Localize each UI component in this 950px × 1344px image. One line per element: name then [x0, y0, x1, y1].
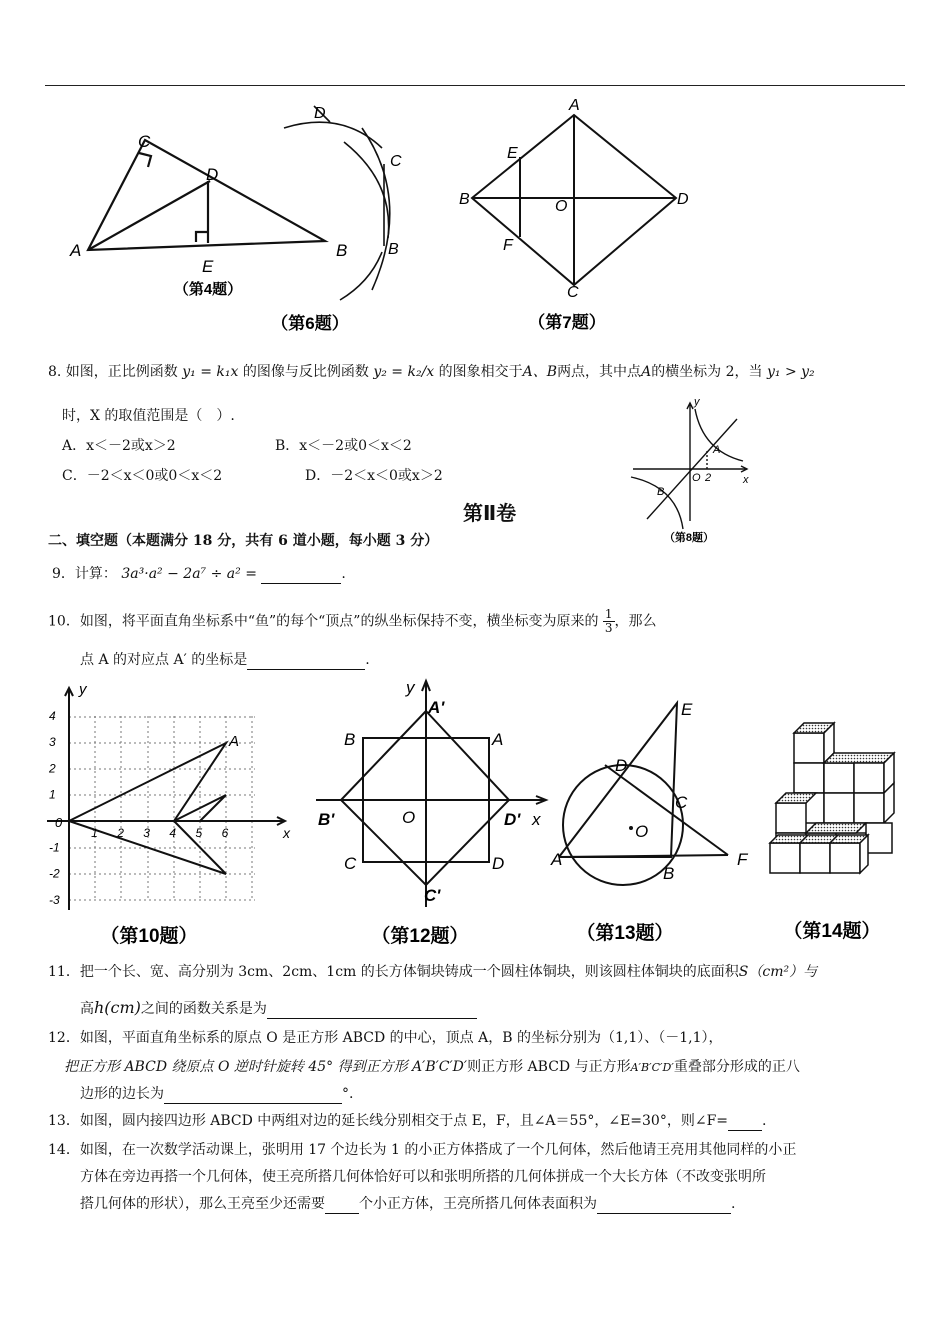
fig13-label-o: O	[635, 822, 649, 841]
fig7-label-b: B	[459, 191, 470, 208]
fig13-label-c: C	[675, 793, 688, 812]
fig10-xtick-label: 6	[221, 826, 229, 840]
q14-line3	[80, 1194, 735, 1214]
top-rule	[45, 85, 905, 86]
caption-q14: （第14题）	[783, 921, 881, 942]
fig12-label-c-prime: C'	[424, 886, 441, 905]
fig7-label-f: F	[503, 237, 513, 254]
q10-end: .	[365, 652, 370, 668]
fig13-label-b: B	[663, 864, 675, 883]
q8-condition: y₁ > y₂	[767, 364, 815, 380]
caption-q10: （第10题）	[100, 926, 198, 947]
q14-text: 搭几何体的形状），那么王亮至少还需要	[80, 1196, 325, 1212]
q10-line2	[80, 650, 370, 670]
figure-q10	[45, 680, 305, 950]
fig10-ytick-label: -2	[49, 866, 60, 881]
figure-q13	[545, 695, 755, 950]
fig10-label-a: A	[229, 733, 240, 750]
q12-line3	[80, 1084, 353, 1104]
q10-text: ，那么	[614, 613, 657, 630]
q10-frac-num: 1	[604, 607, 613, 621]
fig10-label-y: y	[79, 681, 87, 698]
q12-answer-blank[interactable]	[164, 1089, 342, 1104]
q11-line1	[48, 962, 817, 982]
fig4-label-d: D	[206, 165, 219, 184]
figure-q6	[262, 100, 422, 340]
q11-text: 高	[80, 1001, 94, 1017]
fig10-ytick-label: 2	[49, 761, 56, 776]
q10-line1	[48, 608, 657, 635]
q14-area-blank[interactable]	[597, 1199, 731, 1214]
fig4-label-a: A	[70, 241, 82, 260]
q13-text: 13．如图，圆内接四边形 ABCD 中两组对边的延长线分别相交于点 E，F，且∠A＝55°，∠E=30°，则∠F=	[48, 1113, 729, 1129]
fig8-label-a: A	[713, 444, 721, 456]
q8-option-c: C．－2＜x＜0或0＜x＜2	[62, 468, 223, 484]
q12-line2	[64, 1057, 800, 1078]
q14-end: .	[731, 1196, 736, 1212]
q14-line2: 方体在旁边再搭一个几何体，使王亮所搭几何体恰好可以和张明所搭的几何体拼成一个大长方体（不改变张明所	[80, 1169, 766, 1185]
fig12-label-d-prime: D'	[504, 810, 521, 829]
q8-text: 两点，其中点	[557, 364, 642, 380]
fig13-label-d: D	[615, 756, 628, 775]
fig13-label-e: E	[681, 700, 693, 719]
q14-line1: 14．如图，在一次数学活动课上，张明用 17 个边长为 1 的小正方体搭成了一个几何体，然后他请王亮用其他同样的小正	[48, 1142, 797, 1158]
caption-q12: （第12题）	[371, 926, 469, 947]
fig6-label-b: B	[388, 241, 399, 258]
q10-text: 10．如图，将平面直角坐标系中“鱼”的每个“顶点”的纵坐标保持不变，横坐标变为原来的	[48, 613, 599, 630]
fig10-xtick-label: 3	[143, 826, 150, 840]
fig12-label-d: D	[492, 854, 505, 873]
fig10-xtick-label: 2	[117, 826, 124, 840]
q8-text: 的横坐标为 2，当	[651, 364, 763, 380]
fill-in-section-header: 二、填空题（本题满分 18 分，共有 6 道小题，每小题 3 分）	[48, 533, 439, 549]
fig8-label-o: O	[692, 472, 701, 484]
q8-option-b: B．x＜－2或0＜x＜2	[275, 438, 412, 454]
fig7-label-a: A	[569, 97, 580, 114]
fig10-ytick-label: 4	[49, 708, 56, 723]
caption-q7: （第7题）	[528, 313, 606, 332]
fig7-label-o: O	[555, 198, 568, 215]
fig4-label-e: E	[202, 257, 214, 276]
fig12-label-a: A	[492, 730, 504, 749]
q8-points: A、B	[522, 364, 558, 380]
fig10-xtick-label: 1	[91, 826, 98, 840]
q8-y2-formula: y₂ = k₂/x	[373, 364, 435, 380]
fig7-label-e: E	[507, 145, 518, 162]
fig6-label-c: C	[390, 153, 402, 170]
q9-line	[52, 564, 346, 584]
q8-line1	[48, 362, 815, 382]
fig10-ytick-label: -1	[49, 840, 60, 855]
caption-q13: （第13题）	[576, 923, 674, 944]
q14-text: 个小正方体，王亮所搭几何体表面积为	[359, 1196, 597, 1212]
q11-text: 11．把一个长、宽、高分别为 3cm、2cm、1cm 的长方体铜块铸成一个圆柱体铜块，则该圆柱体铜块的底面积	[48, 964, 739, 980]
q9-answer-blank[interactable]	[261, 569, 341, 584]
caption-q8: （第8题）	[663, 532, 715, 544]
caption-q6: （第6题）	[271, 314, 349, 333]
fig10-xtick-label: 4	[169, 826, 177, 840]
fig10-ytick-label: 3	[49, 735, 56, 750]
fig10-ytick-label: -3	[49, 892, 60, 907]
q10-text: 点 A 的对应点 A′ 的坐标是	[80, 652, 248, 668]
figure-q14	[760, 715, 910, 950]
fig7-label-d: D	[677, 191, 689, 208]
fig10-ytick-label: 1	[49, 787, 56, 802]
fig13-label-a: A	[551, 850, 563, 869]
q8-text: 的图象相交于	[438, 364, 523, 380]
q8-line2: 时，X 的取值范围是（ ）.	[62, 408, 235, 424]
caption-q4: （第4题）	[173, 281, 243, 298]
fig12-label-b: B	[344, 730, 356, 749]
q12-text: 则正方形 ABCD 与正方形	[467, 1059, 631, 1075]
q8-y1-formula: y₁ = k₁x	[182, 364, 239, 380]
fig12-label-c: C	[344, 854, 357, 873]
q13-line	[48, 1111, 766, 1131]
fig8-label-2: 2	[705, 472, 712, 484]
q13-answer-blank[interactable]	[728, 1116, 762, 1131]
fig8-label-x: x	[743, 474, 749, 486]
q11-area: S（cm²）与	[738, 964, 818, 980]
q8-option-d: D．－2＜x＜0或x＞2	[305, 468, 443, 484]
q8-point-a: A	[641, 364, 652, 380]
fig12-label-x: x	[532, 810, 541, 829]
q12-text: 重叠部分形成的正八	[673, 1059, 800, 1075]
q12-text: 边形的边长为	[80, 1086, 164, 1102]
q11-height: h(cm)	[94, 998, 141, 1017]
fig8-label-y: y	[694, 396, 700, 408]
fig7-label-c: C	[567, 284, 579, 301]
q10-answer-blank[interactable]	[247, 655, 365, 670]
q11-line2	[80, 998, 477, 1019]
fig8-label-b: B	[657, 486, 665, 498]
q11-answer-blank[interactable]	[267, 1004, 477, 1019]
q9-end: .	[341, 566, 346, 582]
figure-q7	[455, 95, 695, 340]
figure-q12	[310, 675, 563, 950]
q8-option-a: A．x＜－2或x＞2	[62, 438, 176, 454]
fig12-label-a-prime: A'	[428, 698, 445, 717]
q10-frac-den: 3	[604, 621, 613, 635]
fig12-label-o: O	[402, 808, 416, 827]
q9-expression: 3a³·a² − 2a⁷ ÷ a² =	[121, 566, 257, 582]
fig10-label-o: 0	[55, 815, 63, 830]
q14-count-blank[interactable]	[325, 1199, 359, 1214]
q12-square: A′B′C′D′	[630, 1061, 674, 1074]
q12-end: °.	[342, 1086, 354, 1102]
q13-end: .	[762, 1113, 767, 1129]
q12-text: 把正方形 ABCD 绕原点 O 逆时针旋转 45° 得到正方形 A′B′C′D′	[64, 1059, 468, 1075]
q12-line1: 12．如图，平面直角坐标系的原点 O 是正方形 ABCD 的中心，顶点 A，B 的坐标分别为（1,1）、（－1,1），	[48, 1030, 723, 1046]
fig4-label-c: C	[138, 132, 151, 151]
fig12-label-b-prime: B'	[318, 810, 335, 829]
fig6-label-d: D	[314, 105, 326, 122]
fig4-label-b: B	[336, 241, 348, 260]
figure-q8	[625, 395, 765, 545]
fig10-xtick-label: 5	[195, 826, 203, 840]
fig12-label-y: y	[406, 678, 415, 697]
section-title: 第Ⅱ卷	[463, 501, 517, 525]
q8-text: 8. 如图，正比例函数	[48, 364, 178, 380]
fig10-label-x: x	[283, 825, 290, 841]
q11-text: 之间的函数关系是为	[140, 1001, 267, 1017]
fig13-label-f: F	[737, 850, 748, 869]
q9-text: 9．计算：	[52, 566, 117, 582]
q8-text: 的图像与反比例函数	[242, 364, 369, 380]
